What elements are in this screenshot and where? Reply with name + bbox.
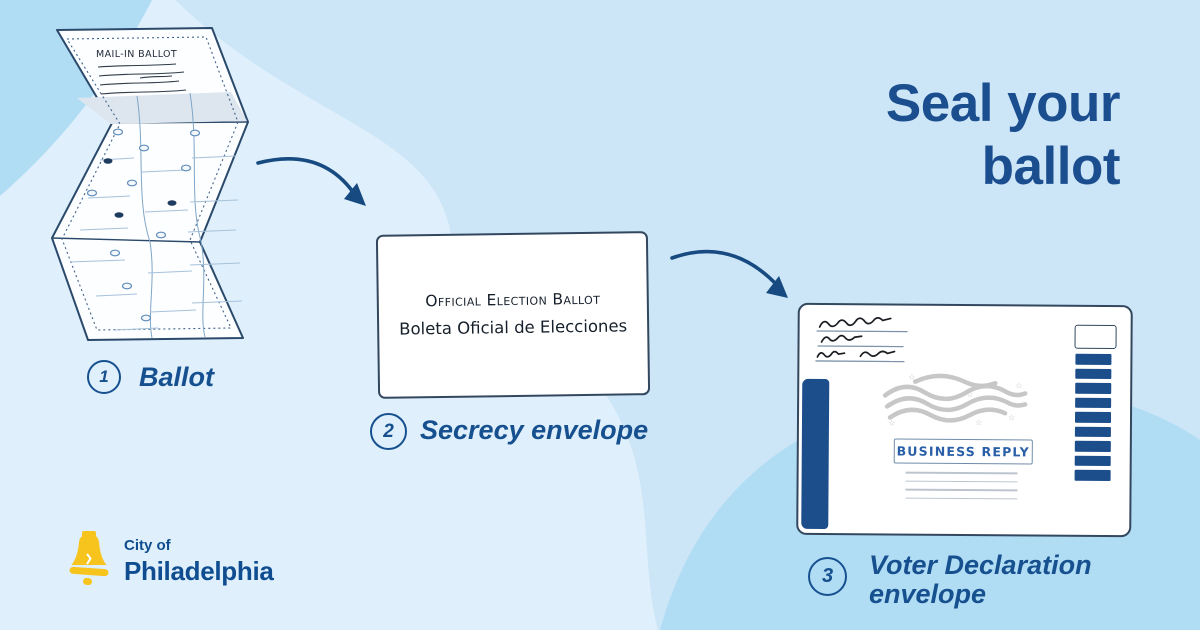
secrecy-envelope <box>376 231 650 399</box>
business-reply-box <box>894 439 1033 465</box>
reply-address-lines <box>905 472 1017 507</box>
svg-text:☆: ☆ <box>908 372 916 382</box>
step-2-number: 2 <box>383 420 394 442</box>
page-title-line2: ballot <box>981 137 1120 197</box>
step-1-badge <box>87 360 121 394</box>
address-scribble <box>815 316 911 371</box>
secrecy-envelope-text-es: Boleta Oficial de Elecciones <box>399 316 628 339</box>
postmark-waves-icon <box>880 369 1030 428</box>
step-1-label: Ballot <box>139 362 215 392</box>
business-reply-label: BUSINESS REPLY <box>896 443 1030 460</box>
svg-text:☆: ☆ <box>1007 413 1016 423</box>
svg-text:☆: ☆ <box>966 390 974 400</box>
liberty-bell-icon <box>68 531 110 589</box>
logo-city-of: City of <box>124 537 171 554</box>
ballot-title: MAIL-IN BALLOT <box>96 49 178 60</box>
envelope-spine <box>801 379 829 529</box>
barcode-bars <box>1075 354 1112 485</box>
ballot-illustration <box>40 20 255 350</box>
svg-text:☆: ☆ <box>1015 381 1023 391</box>
declaration-envelope <box>796 303 1133 537</box>
logo-philadelphia: Philadelphia <box>124 556 274 586</box>
page-title-line1: Seal your <box>885 73 1120 133</box>
step-1-number: 1 <box>99 367 109 386</box>
step-3-label-line1: Voter Declaration <box>869 550 1092 580</box>
logo-text <box>124 531 274 587</box>
city-of-philadelphia-logo <box>68 531 274 589</box>
step-3-label-line2: envelope <box>869 579 987 610</box>
step-3-number: 3 <box>821 565 834 587</box>
svg-text:☆: ☆ <box>974 418 983 428</box>
step-3-label <box>869 551 1092 609</box>
ballot-paper <box>52 28 248 340</box>
step-3-badge <box>808 557 847 596</box>
stamp-box <box>1075 325 1117 349</box>
step-2-badge <box>370 413 407 450</box>
secrecy-envelope-text-en: Official Election Ballot <box>425 289 601 311</box>
page-title <box>886 72 1120 199</box>
step-2-label: Secrecy envelope <box>420 415 649 445</box>
svg-text:☆: ☆ <box>887 418 896 428</box>
